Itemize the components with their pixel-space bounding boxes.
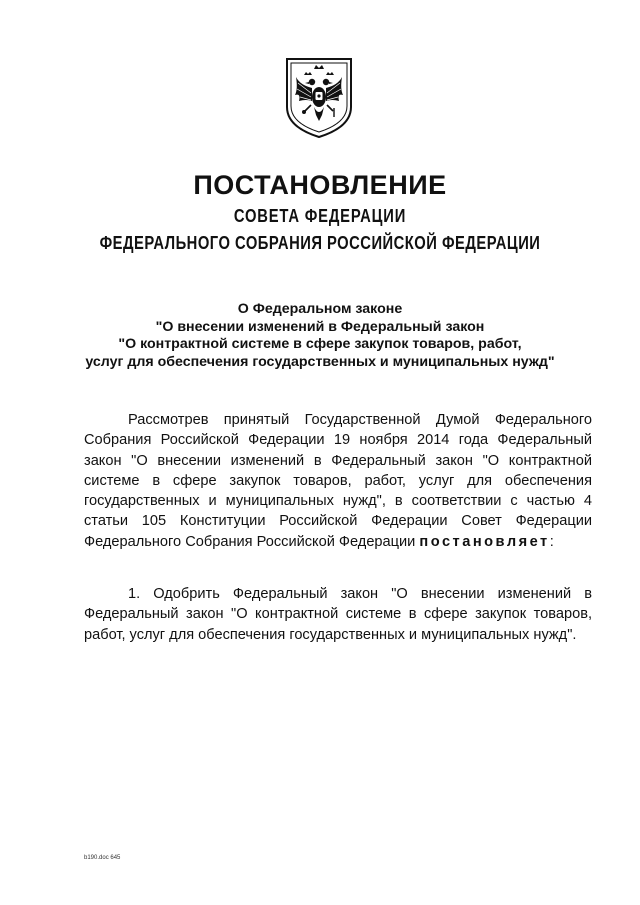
subject-line-3: "О контрактной системе в сфере закупок товаров, работ, (118, 336, 522, 352)
resolution-item-1 (84, 584, 592, 645)
preamble-text: Рассмотрев принятый Государственной Думой Федерального Собрания Российской Федерации 19 ноября 2014 года Федеральный закон "О внесении изменений в Федеральный закон "О контрактной системе в сфере закупок товаров, работ, услуг для обеспечения государственных и муниципальных нужд", в соответствии с частью 4 статьи 105 Конституции Российской Федерации Совет Федерации Федерального Собрания Российской Федерации (84, 412, 592, 550)
preamble-paragraph (84, 410, 592, 552)
issuer-line-1: СОВЕТА ФЕДЕРАЦИИ (233, 206, 407, 226)
preamble-end: : (549, 533, 554, 550)
coat-of-arms-emblem-icon (284, 55, 354, 139)
document-title: ПОСТАНОВЛЕНИЕ (193, 170, 447, 200)
subject-line-1: О Федеральном законе (237, 301, 403, 317)
subject-line-2: "О внесении изменений в Федеральный закон (155, 318, 485, 335)
document-subject (60, 301, 580, 371)
issuer-line-2: ФЕДЕРАЛЬНОГО СОБРАНИЯ РОССИЙСКОЙ ФЕДЕРАЦИИ (99, 233, 541, 253)
resolution-item-1-text: 1. Одобрить Федеральный закон "О внесении изменений в Федеральный закон "О контрактной системе в сфере закупок товаров, работ, услуг для обеспечения государственных и муниципальных нужд". (84, 586, 592, 643)
resolution-keyword: постановляет (419, 533, 550, 550)
document-code: b190.doc 645 (84, 855, 121, 861)
subject-line-4: услуг для обеспечения государственных и муниципальных нужд" (85, 353, 555, 370)
